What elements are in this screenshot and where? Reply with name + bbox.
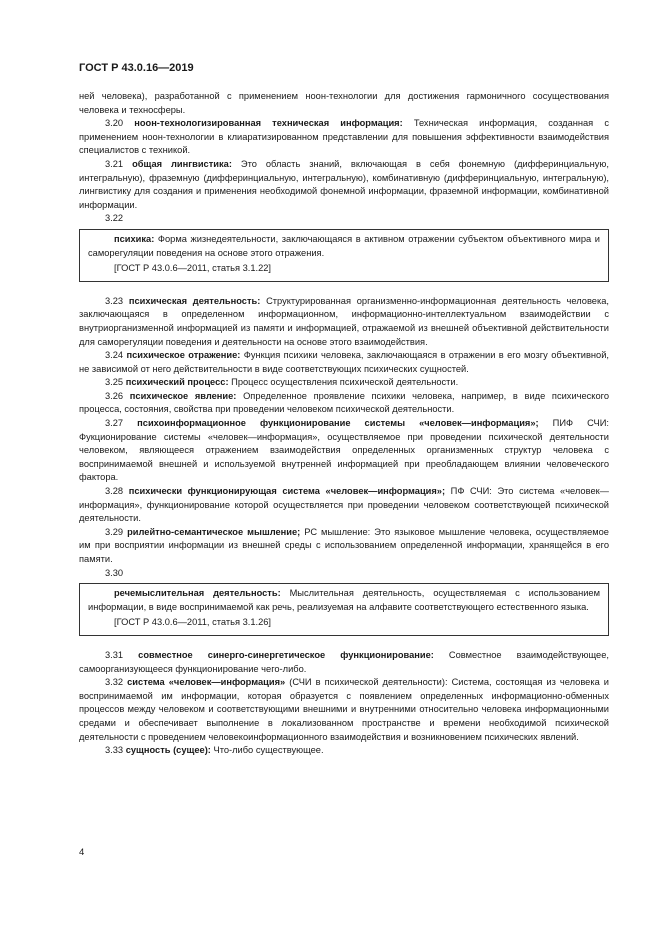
entry-number: 3.20: [105, 118, 124, 129]
document-body: [79, 90, 609, 758]
term-definition: Форма жизнедеятельности, заключающаяся в активном отражении субъектом объективного мира и саморегуляции поведения на основе этого отражения.: [88, 233, 600, 258]
page-number: 4: [79, 847, 85, 858]
term-entry-3-32: [79, 676, 609, 744]
term-definition: ПФ СЧИ: Это система «человек—информация», функционирование которой осуществляется при проведении человеком соответствующей психической деятельности.: [79, 486, 609, 524]
paragraph-intro: ней человека), разработанной с применением ноон-технологии для достижения гармоничного сосуществования человека и техносферы.: [79, 91, 609, 115]
term-name: речемыслительная деятельность:: [114, 588, 281, 599]
term-entry-3-24: [79, 349, 609, 376]
term-definition: Структурированная организменно-информационная деятельность человека, заключающаяся в определенном информационном, информационно-интеллектуальном взаимодействии с внутриорганизменной информацией из памяти и информацией, отражаемой из внешней объективной действительности для саморегуляции поведения и деятельности на основе этого взаимодействия.: [79, 295, 609, 347]
entry-number: 3.31: [105, 649, 124, 660]
term-entry-3-25: [79, 376, 609, 390]
entry-number-3-30: 3.30: [105, 567, 124, 578]
term-definition: (СЧИ в психической деятельности): Система, состоящая из человека и воспринимаемой им информации, которая образуется с появлением определенных информационно-обменных процессов между человеком и соответствующими внешними и внутренними относительно человека информационными средами и обеспечивает выполнение в локализованном пространстве и времени необходимой психической деятельности с проведением человекоинформационного взаимодействия и возникновением психических явлений.: [79, 677, 609, 742]
term-name: психическое отражение:: [126, 350, 241, 361]
term-definition: Определенное проявление психики человека, например, в виде психического процесса, состояния, свойства при проведении человеком психической деятельности.: [79, 390, 609, 415]
term-definition: Функция психики человека, заключающаяся в отражении в его мозгу объективной, не зависимой от него действительности в виде соответствующих психических сущностей.: [79, 350, 610, 374]
entry-number: 3.28: [105, 486, 124, 497]
term-entry-3-23: [79, 295, 609, 349]
term-entry-3-29: [79, 526, 609, 567]
document-header: ГОСТ Р 43.0.16—2019: [79, 62, 194, 74]
term-definition: Это область знаний, включающая в себя фонемную (дифферинциальную, интегральную), фраземную (дифферинциальную, интегральную), комбинативную (дифферинциальную, интегральную), лингвистику для создания и применения необходимой фонемной информации, фраземной информации, комбинативной информации.: [79, 158, 609, 210]
term-entry-3-31: [79, 649, 609, 676]
entry-number: 3.26: [105, 390, 124, 401]
term-name: общая лингвистика:: [132, 158, 232, 169]
term-name: психически функционирующая система «человек—информация»;: [128, 486, 446, 497]
entry-number-3-22: 3.22: [105, 213, 124, 224]
term-entry-3-22: [88, 233, 600, 260]
term-name: психическая деятельность:: [128, 295, 261, 306]
term-definition: Что-либо существующее.: [213, 745, 324, 756]
term-name: психическое явление:: [129, 390, 237, 401]
term-name: совместное синерго-синергетическое функционирование:: [138, 649, 434, 660]
entry-number: 3.33: [105, 745, 124, 756]
entry-number: 3.23: [105, 295, 124, 306]
entry-number: 3.32: [105, 677, 124, 688]
quoted-term-box-3-30: [79, 583, 609, 636]
term-name: сущность (сущее):: [125, 745, 211, 756]
term-entry-3-33: [79, 744, 609, 758]
term-entry-3-30: [88, 587, 600, 614]
term-definition: РС мышление: Это языковое мышление человека, осуществляемое им при восприятии информации из внешней среды с использованием определенной информации, хранящейся в его памяти.: [79, 526, 609, 564]
term-definition: Совместное взаимодействующее, самоорганизующееся функционирование чего-либо.: [79, 649, 609, 674]
term-name: психоинформационное функционирование системы «человек—информация»;: [137, 418, 539, 429]
entry-number: 3.24: [105, 350, 124, 361]
term-definition: Процесс осуществления психической деятельности.: [231, 377, 459, 388]
source-reference: [ГОСТ Р 43.0.6—2011, статья 3.1.26]: [114, 617, 271, 628]
entry-number: 3.27: [105, 418, 124, 429]
entry-number: 3.29: [105, 526, 124, 537]
term-entry-3-27: [79, 417, 609, 485]
term-entry-3-26: [79, 390, 609, 417]
term-entry-3-28: [79, 485, 609, 526]
term-name: ноон-технологизированная техническая информация:: [134, 118, 403, 129]
term-definition: Техническая информация, созданная с применением ноон-технологии в клиаратизированном представлении для повышения эффективности взаимодействия специалистов с техникой.: [79, 118, 609, 156]
entry-number: 3.21: [105, 158, 124, 169]
term-entry-3-20: [79, 117, 609, 158]
term-name: рилейтно-семантическое мышление;: [127, 526, 301, 537]
term-name: система «человек—информация»: [127, 677, 286, 688]
term-entry-3-21: [79, 158, 609, 212]
term-name: психический процесс:: [125, 377, 229, 388]
term-definition: Мыслительная деятельность, осуществляемая с использованием информации, в виде воспринимаемой как речь, реализуемая на алфавите соответствующего естественного языка.: [88, 588, 600, 612]
quoted-term-box-3-22: [79, 229, 609, 282]
source-reference: [ГОСТ Р 43.0.6—2011, статья 3.1.22]: [114, 263, 271, 274]
entry-number: 3.25: [105, 377, 124, 388]
term-name: психика:: [114, 233, 155, 244]
term-definition: ПИФ СЧИ: Фукционирование системы «человек—информация», осуществляемое при проведении психической деятельности человеком, являющееся отражением взаимодействия определенных организменных структур человека с воспринимаемой внешней и используемой внутренней информацией при преобладающем влиянии человеческого фактора.: [79, 418, 609, 483]
